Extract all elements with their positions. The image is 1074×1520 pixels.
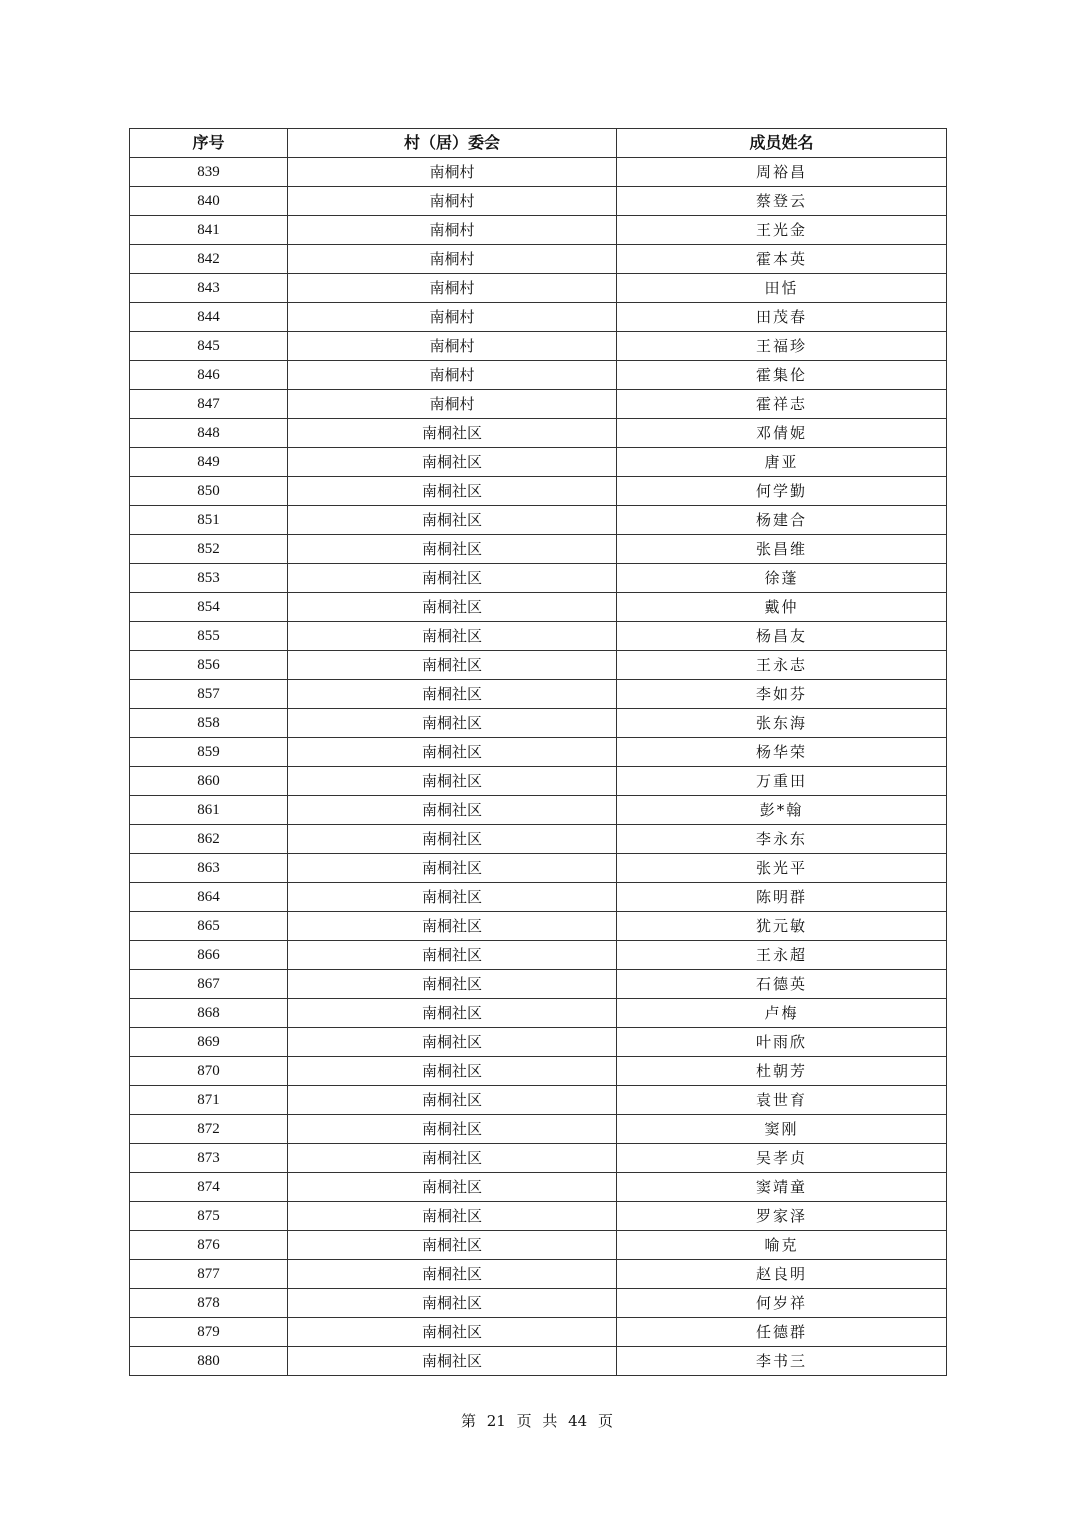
cell-committee: 南桐村 — [288, 390, 617, 419]
cell-member-name: 王永超 — [617, 941, 947, 970]
cell-serial-number: 861 — [130, 796, 288, 825]
cell-serial-number: 867 — [130, 970, 288, 999]
cell-member-name: 唐亚 — [617, 448, 947, 477]
cell-committee: 南桐社区 — [288, 506, 617, 535]
cell-member-name: 吴孝贞 — [617, 1144, 947, 1173]
cell-member-name: 张光平 — [617, 854, 947, 883]
cell-committee: 南桐村 — [288, 187, 617, 216]
table-row — [130, 245, 947, 274]
cell-committee: 南桐社区 — [288, 1347, 617, 1376]
table-row — [130, 796, 947, 825]
table-row — [130, 1260, 947, 1289]
cell-serial-number: 863 — [130, 854, 288, 883]
cell-serial-number: 854 — [130, 593, 288, 622]
table-row — [130, 622, 947, 651]
cell-member-name: 杨华荣 — [617, 738, 947, 767]
table-row — [130, 738, 947, 767]
cell-serial-number: 840 — [130, 187, 288, 216]
table-row — [130, 477, 947, 506]
cell-serial-number: 865 — [130, 912, 288, 941]
cell-committee: 南桐村 — [288, 245, 617, 274]
cell-committee: 南桐社区 — [288, 883, 617, 912]
cell-committee: 南桐社区 — [288, 767, 617, 796]
table-row — [130, 390, 947, 419]
cell-committee: 南桐社区 — [288, 680, 617, 709]
cell-committee: 南桐村 — [288, 216, 617, 245]
table-row — [130, 767, 947, 796]
table-row — [130, 274, 947, 303]
cell-member-name: 李书三 — [617, 1347, 947, 1376]
table-row — [130, 999, 947, 1028]
cell-serial-number: 852 — [130, 535, 288, 564]
cell-member-name: 戴仲 — [617, 593, 947, 622]
cell-serial-number: 874 — [130, 1173, 288, 1202]
cell-serial-number: 879 — [130, 1318, 288, 1347]
table-row — [130, 854, 947, 883]
cell-serial-number: 850 — [130, 477, 288, 506]
table-row — [130, 564, 947, 593]
cell-member-name: 陈明群 — [617, 883, 947, 912]
cell-member-name: 犹元敏 — [617, 912, 947, 941]
cell-serial-number: 855 — [130, 622, 288, 651]
cell-committee: 南桐社区 — [288, 1318, 617, 1347]
cell-member-name: 蔡登云 — [617, 187, 947, 216]
cell-serial-number: 848 — [130, 419, 288, 448]
cell-serial-number: 845 — [130, 332, 288, 361]
cell-committee: 南桐社区 — [288, 1086, 617, 1115]
table-row — [130, 1028, 947, 1057]
table-row — [130, 187, 947, 216]
table-row — [130, 970, 947, 999]
cell-serial-number: 876 — [130, 1231, 288, 1260]
cell-serial-number: 869 — [130, 1028, 288, 1057]
cell-committee: 南桐社区 — [288, 535, 617, 564]
table-body — [130, 158, 947, 1376]
cell-member-name: 叶雨欣 — [617, 1028, 947, 1057]
cell-member-name: 卢梅 — [617, 999, 947, 1028]
member-roster-table — [129, 128, 947, 1376]
cell-member-name: 石德英 — [617, 970, 947, 999]
cell-serial-number: 870 — [130, 1057, 288, 1086]
table-row — [130, 1057, 947, 1086]
cell-committee: 南桐社区 — [288, 825, 617, 854]
cell-serial-number: 843 — [130, 274, 288, 303]
cell-member-name: 杜朝芳 — [617, 1057, 947, 1086]
cell-member-name: 王永志 — [617, 651, 947, 680]
cell-member-name: 张昌维 — [617, 535, 947, 564]
cell-serial-number: 846 — [130, 361, 288, 390]
cell-serial-number: 849 — [130, 448, 288, 477]
table-row — [130, 1202, 947, 1231]
cell-serial-number: 875 — [130, 1202, 288, 1231]
cell-serial-number: 857 — [130, 680, 288, 709]
cell-committee: 南桐社区 — [288, 622, 617, 651]
cell-committee: 南桐社区 — [288, 941, 617, 970]
table-row — [130, 941, 947, 970]
cell-member-name: 彭*翰 — [617, 796, 947, 825]
cell-member-name: 杨建合 — [617, 506, 947, 535]
cell-serial-number: 844 — [130, 303, 288, 332]
cell-serial-number: 839 — [130, 158, 288, 187]
cell-serial-number: 880 — [130, 1347, 288, 1376]
cell-member-name: 徐蓬 — [617, 564, 947, 593]
cell-committee: 南桐社区 — [288, 593, 617, 622]
cell-member-name: 邓倩妮 — [617, 419, 947, 448]
cell-committee: 南桐村 — [288, 158, 617, 187]
cell-member-name: 霍集伦 — [617, 361, 947, 390]
cell-member-name: 窦刚 — [617, 1115, 947, 1144]
table-header-row — [130, 129, 947, 158]
cell-serial-number: 841 — [130, 216, 288, 245]
cell-member-name: 何学勤 — [617, 477, 947, 506]
cell-committee: 南桐社区 — [288, 1144, 617, 1173]
table-row — [130, 1086, 947, 1115]
table-row — [130, 506, 947, 535]
table-row — [130, 361, 947, 390]
cell-member-name: 李如芬 — [617, 680, 947, 709]
table-row — [130, 651, 947, 680]
cell-committee: 南桐社区 — [288, 1260, 617, 1289]
cell-committee: 南桐社区 — [288, 854, 617, 883]
cell-serial-number: 853 — [130, 564, 288, 593]
cell-serial-number: 842 — [130, 245, 288, 274]
cell-serial-number: 866 — [130, 941, 288, 970]
cell-serial-number: 847 — [130, 390, 288, 419]
table-row — [130, 1144, 947, 1173]
cell-member-name: 霍祥志 — [617, 390, 947, 419]
cell-serial-number: 872 — [130, 1115, 288, 1144]
cell-serial-number: 856 — [130, 651, 288, 680]
table-row — [130, 1289, 947, 1318]
cell-serial-number: 868 — [130, 999, 288, 1028]
cell-committee: 南桐社区 — [288, 912, 617, 941]
cell-member-name: 霍本英 — [617, 245, 947, 274]
cell-member-name: 喻克 — [617, 1231, 947, 1260]
cell-member-name: 何岁祥 — [617, 1289, 947, 1318]
cell-committee: 南桐村 — [288, 274, 617, 303]
cell-committee: 南桐村 — [288, 332, 617, 361]
cell-serial-number: 871 — [130, 1086, 288, 1115]
cell-committee: 南桐社区 — [288, 564, 617, 593]
cell-serial-number: 878 — [130, 1289, 288, 1318]
cell-committee: 南桐社区 — [288, 796, 617, 825]
table-row — [130, 158, 947, 187]
cell-committee: 南桐村 — [288, 361, 617, 390]
cell-member-name: 罗家泽 — [617, 1202, 947, 1231]
cell-committee: 南桐社区 — [288, 709, 617, 738]
cell-member-name: 王光金 — [617, 216, 947, 245]
cell-committee: 南桐社区 — [288, 1057, 617, 1086]
table-row — [130, 593, 947, 622]
header-committee: 村（居）委会 — [288, 129, 617, 158]
cell-committee: 南桐社区 — [288, 651, 617, 680]
cell-committee: 南桐社区 — [288, 477, 617, 506]
cell-member-name: 袁世育 — [617, 1086, 947, 1115]
cell-committee: 南桐社区 — [288, 419, 617, 448]
header-member-name: 成员姓名 — [617, 129, 947, 158]
cell-committee: 南桐社区 — [288, 1289, 617, 1318]
cell-member-name: 杨昌友 — [617, 622, 947, 651]
cell-committee: 南桐村 — [288, 303, 617, 332]
cell-committee: 南桐社区 — [288, 1202, 617, 1231]
cell-member-name: 田恬 — [617, 274, 947, 303]
table-row — [130, 1115, 947, 1144]
table-row — [130, 535, 947, 564]
table-row — [130, 1173, 947, 1202]
cell-member-name: 王福珍 — [617, 332, 947, 361]
table-row — [130, 883, 947, 912]
cell-serial-number: 873 — [130, 1144, 288, 1173]
cell-committee: 南桐社区 — [288, 738, 617, 767]
cell-serial-number: 859 — [130, 738, 288, 767]
table-row — [130, 680, 947, 709]
cell-committee: 南桐社区 — [288, 999, 617, 1028]
header-serial-number: 序号 — [130, 129, 288, 158]
cell-serial-number: 864 — [130, 883, 288, 912]
cell-member-name: 任德群 — [617, 1318, 947, 1347]
cell-serial-number: 877 — [130, 1260, 288, 1289]
cell-serial-number: 851 — [130, 506, 288, 535]
table-row — [130, 825, 947, 854]
cell-serial-number: 860 — [130, 767, 288, 796]
table-row — [130, 709, 947, 738]
page-footer: 第 21 页 共 44 页 — [460, 1412, 613, 1430]
table-row — [130, 1347, 947, 1376]
cell-member-name: 窦靖童 — [617, 1173, 947, 1202]
cell-member-name: 张东海 — [617, 709, 947, 738]
cell-committee: 南桐社区 — [288, 1173, 617, 1202]
table-row — [130, 1318, 947, 1347]
cell-member-name: 万重田 — [617, 767, 947, 796]
cell-member-name: 田茂春 — [617, 303, 947, 332]
table-row — [130, 912, 947, 941]
cell-serial-number: 858 — [130, 709, 288, 738]
cell-member-name: 李永东 — [617, 825, 947, 854]
cell-committee: 南桐社区 — [288, 970, 617, 999]
cell-member-name: 赵良明 — [617, 1260, 947, 1289]
table-row — [130, 448, 947, 477]
table-row — [130, 332, 947, 361]
cell-serial-number: 862 — [130, 825, 288, 854]
cell-member-name: 周裕昌 — [617, 158, 947, 187]
cell-committee: 南桐社区 — [288, 1231, 617, 1260]
table-row — [130, 419, 947, 448]
table-row — [130, 216, 947, 245]
table-row — [130, 303, 947, 332]
cell-committee: 南桐社区 — [288, 1028, 617, 1057]
cell-committee: 南桐社区 — [288, 448, 617, 477]
cell-committee: 南桐社区 — [288, 1115, 617, 1144]
table-row — [130, 1231, 947, 1260]
